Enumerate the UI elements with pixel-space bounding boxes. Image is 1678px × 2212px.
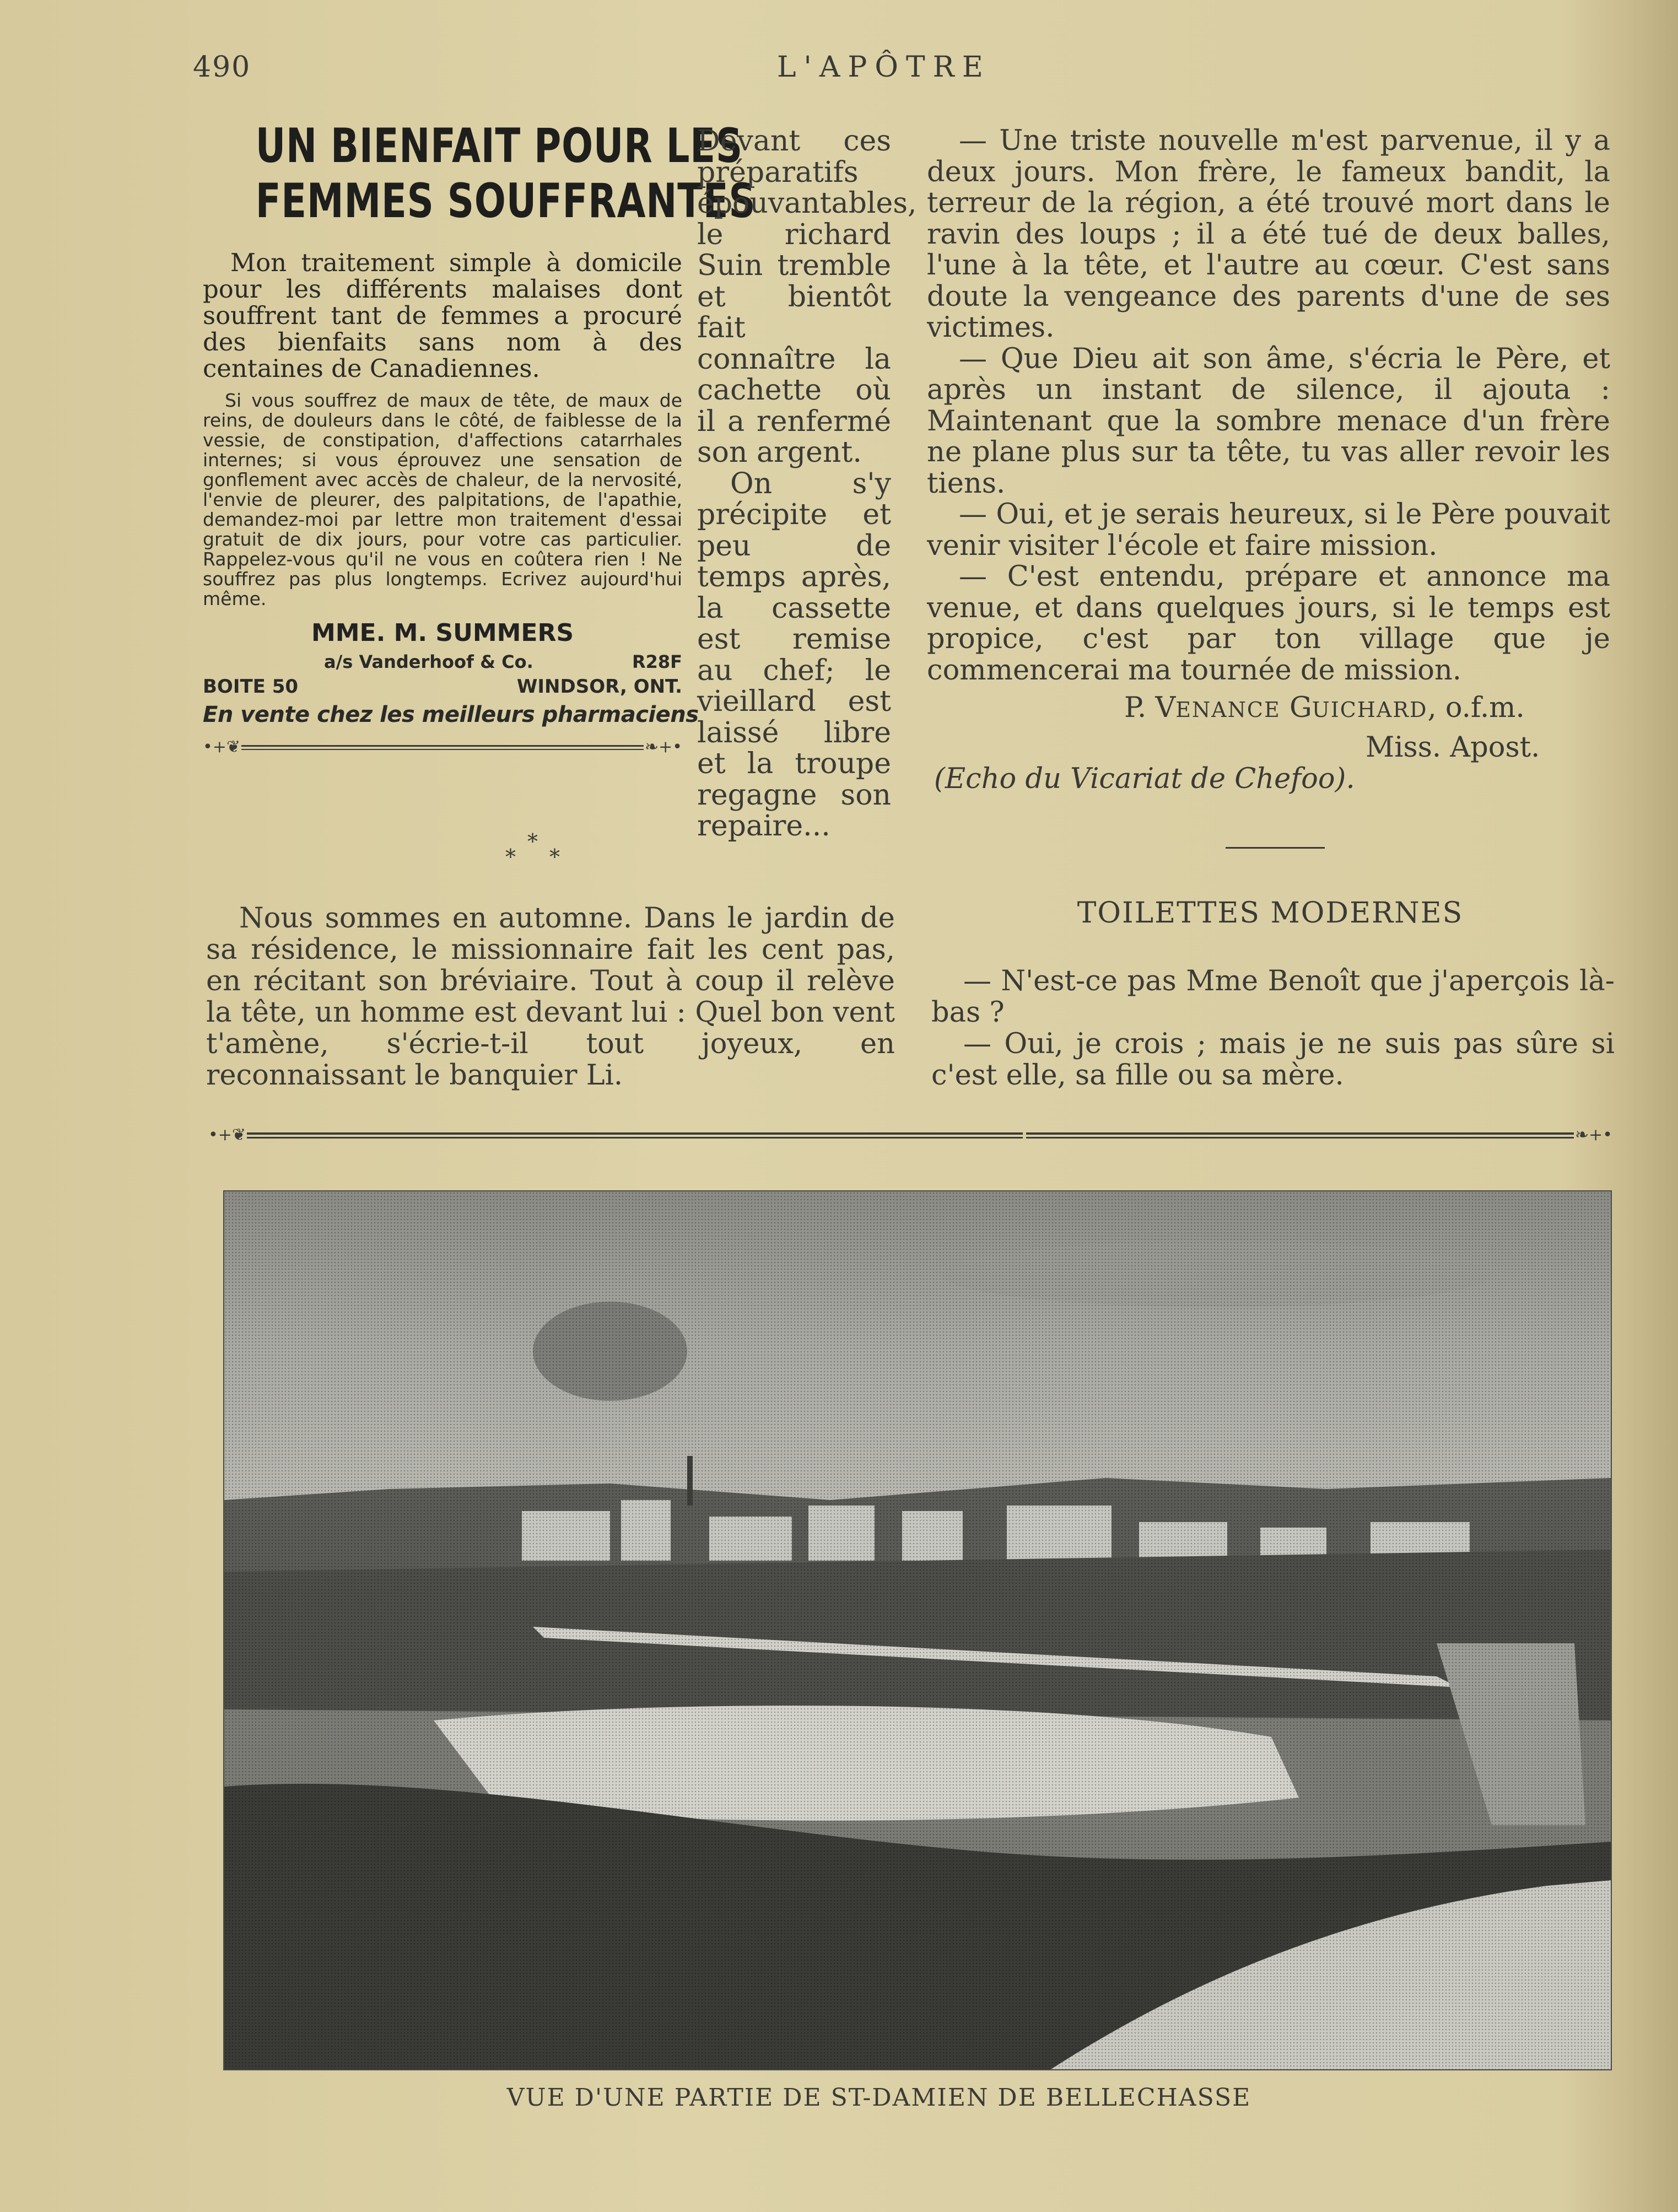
- story-paragraph-3: — Oui, et je serais heureux, si le Père pouvait venir visiter l'école et faire mission.: [927, 498, 1610, 562]
- ad-slogan: En vente chez les meilleurs pharmaciens: [203, 702, 699, 727]
- ad-care-of: a/s Vanderhoof & Co.: [324, 651, 533, 672]
- ad-title-line-2: FEMMES SOUFFRANTES: [255, 174, 756, 229]
- left-ornament-icon: •+❦: [208, 1125, 246, 1145]
- ad-box: BOITE 50: [203, 676, 299, 698]
- ad-ornamental-rule: [203, 737, 682, 757]
- story-paragraph-1: — Une triste nouvelle m'est parvenue, il y a deux jours. Mon frère, le fameux bandit, la terreur de la région, a été trouvé mort dans le ravin des loups ; il a été tué de deux balles, l'une à la tête, et l'autre au cœur. C'est sans doute la vengeance des parents d'une de ses victimes.: [927, 125, 1610, 344]
- source-note: (Echo du Vicariat de Chefoo).: [934, 763, 1355, 795]
- narrow-paragraph-1: Devant ces préparatifs épouvantables, le richard Suin tremble et bientôt fait connaître la cachette où il a renfermé son argent.: [697, 125, 917, 469]
- ad-details: Si vous souffrez de maux de tête, de maux de reins, de douleurs dans le côté, de faiblesse de la vessie, de constipation, d'affections catarrhales internes; si vous éprouvez une sensation de gonflement avec accès de chaleur, de la nervosité, l'envie de pleurer, des palpitations, de l'apathie, demandez-moi par lettre mon traitement d'essai gratuit de dix jours, pour votre cas particulier. Rappelez-vous qu'il ne vous en coûtera rien ! Ne souffrez pas plus longtemps. Ecrivez aujourd'hui même.: [203, 390, 682, 609]
- toilettes-question: — N'est-ce pas Mme Benoît que j'aperçois là-bas ?: [931, 965, 1615, 1029]
- left-ornament-icon: •+❦: [203, 737, 240, 757]
- short-divider: [1226, 847, 1325, 849]
- toilettes-answer: — Oui, je crois ; mais je ne suis pas sûre si c'est elle, sa fille ou sa mère.: [931, 1028, 1615, 1092]
- toilettes-joke: [931, 965, 1615, 1091]
- town-photograph: [223, 1190, 1612, 2070]
- ad-code: R28F: [632, 651, 682, 672]
- landscape-illustration: [224, 1191, 1611, 2069]
- author-title: Miss. Apost.: [1366, 731, 1540, 764]
- ad-address-line: [203, 651, 682, 672]
- toilettes-heading: TOILETTES MODERNES: [1077, 897, 1464, 930]
- ad-city: WINDSOR, ONT.: [516, 676, 682, 698]
- photo-caption: VUE D'UNE PARTIE DE ST-DAMIEN DE BELLECHASSE: [506, 2084, 1251, 2112]
- page-number: 490: [193, 51, 251, 84]
- narrow-column: [697, 125, 917, 843]
- story-paragraph-4: — C'est entendu, prépare et annonce ma venue, et dans quelques jours, si le temps est propice, c'est par ton village que je commencerai ma tournée de mission.: [927, 560, 1610, 687]
- story-paragraph-2: — Que Dieu ait son âme, s'écria le Père, et après un instant de silence, il ajouta : Maintenant que la sombre menace d'un frère ne plane plus sur ta tête, tu vas aller revoir les tiens.: [927, 342, 1610, 500]
- ad-intro: Mon traitement simple à domicile pour les différents malaises dont souffrent tant de femmes a procuré des bienfaits sans nom à des centaines de Canadiennes.: [203, 248, 682, 383]
- narrow-paragraph-2: On s'y précipite et peu de temps après, la cassette est remise au chef; le vieillard est laissé libre et la troupe regagne son repaire...: [697, 467, 891, 843]
- author-signature: P. VENANCE GUICHARD, o.f.m.: [1124, 692, 1525, 724]
- right-ornament-icon: ❧+•: [645, 737, 682, 757]
- right-ornament-icon: ❧+•: [1575, 1125, 1612, 1145]
- ad-advertiser-name: MME. M. SUMMERS: [311, 619, 574, 647]
- section-divider: [208, 1125, 1612, 1145]
- autumn-paragraph: Nous sommes en automne. Dans le jardin de sa résidence, le missionnaire fait les cent pas, en récitant son bréviaire. Tout à coup il relève la tête, un homme est devant lui : Quel bon vent t'amène, s'écrie-t-il tout joyeux, en reconnaissant le banquier Li.: [206, 902, 895, 1092]
- asterism: * * *: [505, 829, 560, 869]
- ad-box-line: [203, 676, 682, 698]
- ad-title-line-1: UN BIENFAIT POUR LES: [255, 118, 743, 174]
- story-column: [927, 126, 1610, 686]
- running-title: L'APÔTRE: [777, 51, 991, 84]
- advertisement: [203, 118, 756, 757]
